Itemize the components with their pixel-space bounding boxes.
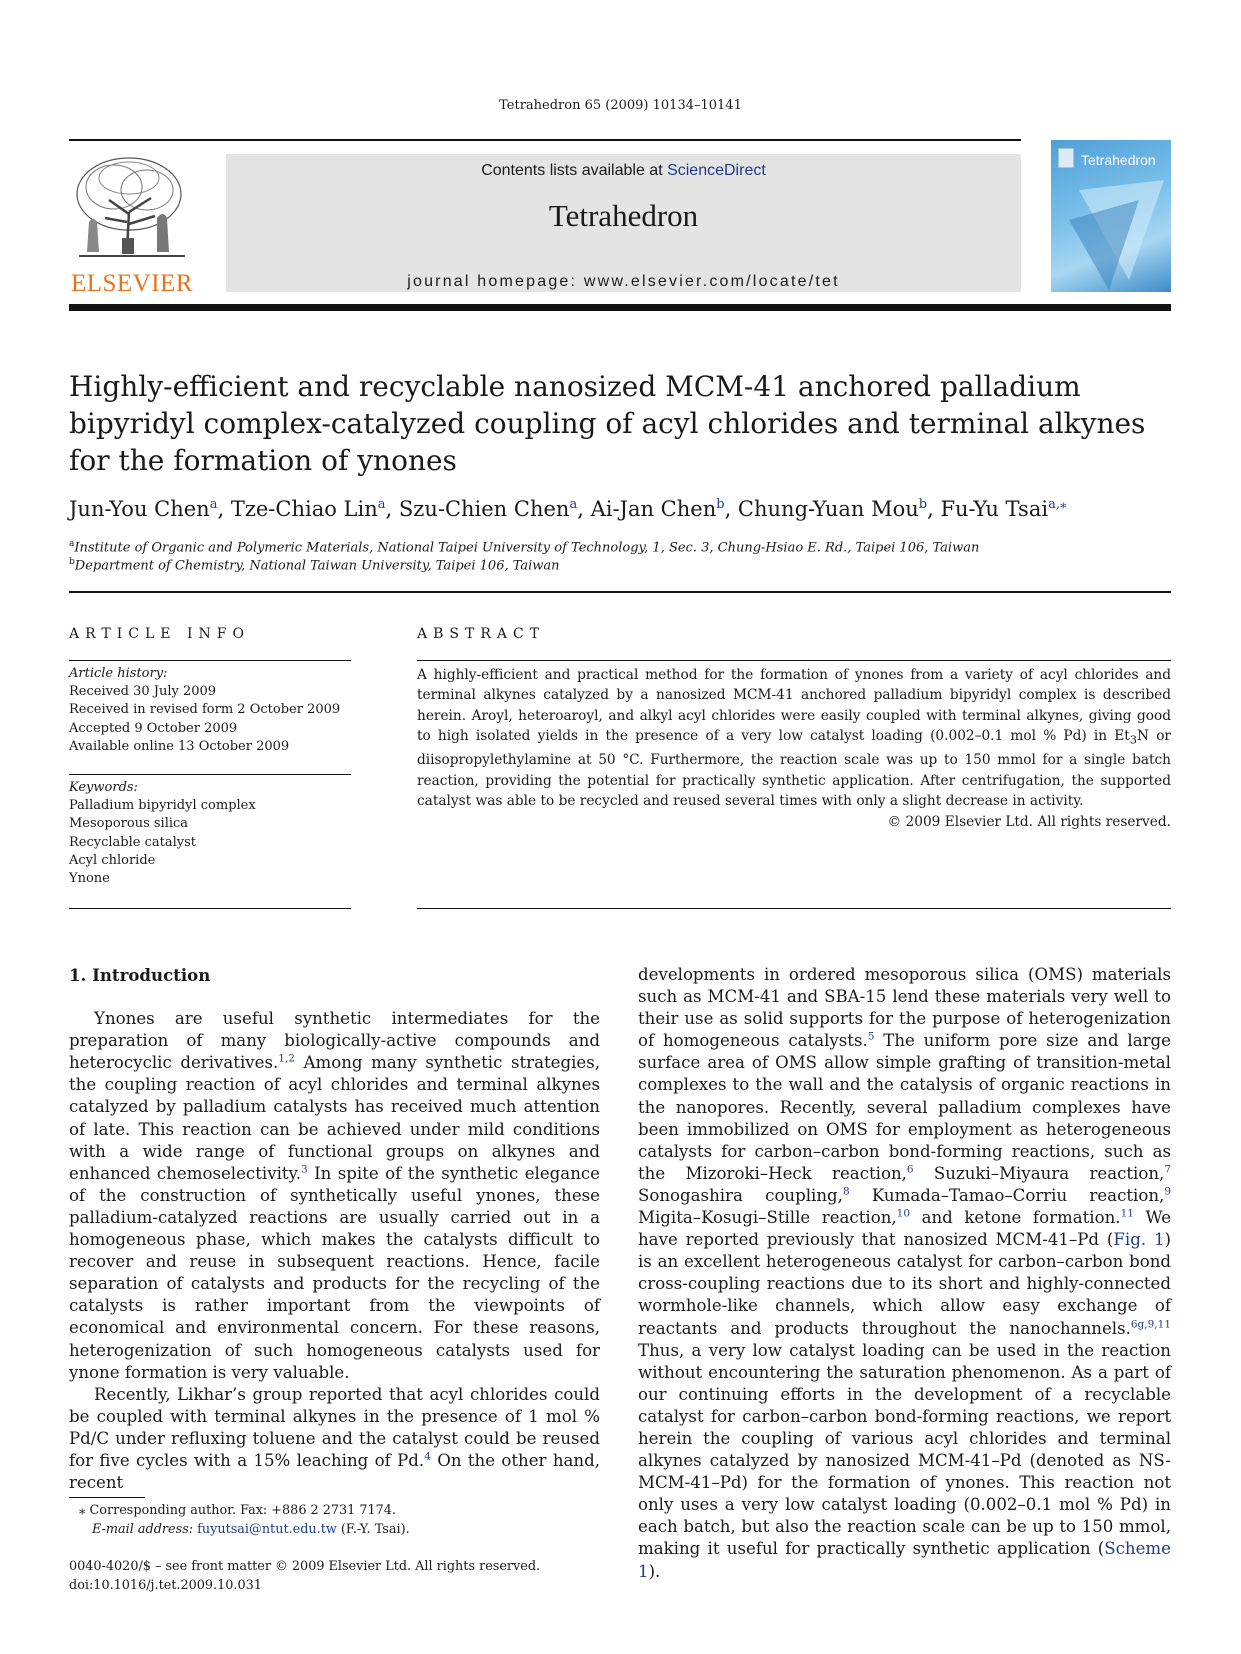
- author-name[interactable]: Tze-Chiao Lin: [230, 497, 378, 521]
- email-label: E-mail address:: [92, 1522, 198, 1537]
- citation-ref[interactable]: 11: [1120, 1207, 1134, 1220]
- contents-line: [226, 162, 1021, 180]
- author-name[interactable]: Jun-You Chen: [69, 497, 210, 521]
- citation-ref[interactable]: 5: [867, 1030, 875, 1043]
- article-info-heading: ARTICLE INFO: [69, 626, 250, 642]
- paragraph-text: ) is an excellent heterogeneous catalyst for carbon–carbon bond cross-coupling reactions due to its short and highly-connected wormhole-like channels, which allow easy exchange of reactants and products throughout the nanochannels.: [638, 1230, 1171, 1338]
- abstract-rule: [417, 908, 1171, 909]
- paragraph-text: In spite of the synthetic elegance of the construction of synthetically useful ynones, these palladium-catalyzed reactions are usually carried out in a homogeneous phase, which makes the catalysts difficult to recover and reuse in subsequent reactions. Hence, facile separation of catalysts and products for the recycling of the catalysts is rather important from the viewpoints of economical and environmental concern. For these reasons, heterogenization of such homogeneous catalysts used for ynone formation is very valuable.: [69, 1163, 601, 1382]
- section-heading: 1. Introduction: [69, 965, 211, 985]
- footnote: [79, 1501, 599, 1539]
- cover-logo-icon: [1058, 148, 1074, 168]
- author-name[interactable]: Chung-Yuan Mou: [737, 497, 919, 521]
- paragraph-text: We have reported previously that nanosized MCM-41–Pd (: [638, 1208, 1172, 1250]
- info-rule: [69, 660, 351, 661]
- citation-ref[interactable]: 10: [896, 1207, 911, 1220]
- email-suffix: (F.-Y. Tsai).: [336, 1522, 410, 1537]
- abstract-heading: ABSTRACT: [417, 626, 546, 642]
- email-link[interactable]: fuyutsai@ntut.edu.tw: [197, 1522, 337, 1537]
- sciencedirect-link[interactable]: ScienceDirect: [667, 162, 766, 179]
- citation-ref[interactable]: 4: [424, 1450, 431, 1463]
- body-column-left: [69, 964, 600, 1494]
- paragraph-text: Thus, a very low catalyst loading can be used in the reaction without encountering the saturation phenomenon. As a part of our continuing efforts in the development of a recyclable catalyst for carbon–carbon bond-forming reactions, we report herein the coupling of various acyl chlorides and terminal alkynes catalyzed by nanosized MCM-41–Pd (denoted as NS-MCM-41–Pd) for the formation of ynones. This reaction not only uses a very low catalyst loading (0.002–0.1 mol % Pd) in each batch, but also the reaction scale can be up to 150 mmol, making it useful for practically synthetic application (: [638, 1340, 1171, 1559]
- keyword: Mesoporous silica: [69, 816, 189, 832]
- author-name[interactable]: Szu-Chien Chen: [398, 497, 570, 521]
- tree-icon: [69, 152, 195, 264]
- keywords: [69, 779, 351, 888]
- citation-ref[interactable]: 9: [1164, 1185, 1171, 1198]
- keyword: Ynone: [69, 871, 110, 887]
- abstract-body: [417, 665, 1171, 832]
- journal-cover: [1051, 140, 1171, 292]
- paragraph: [69, 1008, 600, 1384]
- publisher-name: ELSEVIER: [70, 270, 194, 297]
- keyword: Recyclable catalyst: [69, 834, 197, 850]
- paragraph-text: developments in ordered mesoporous silica (OMS) materials such as MCM-41 and SBA-15 lend these materials very well to their use as solid supports for the purpose of heterogenization of homogeneous catalysts.: [638, 965, 1171, 1051]
- keywords-label: Keywords:: [69, 780, 138, 795]
- article-history: [69, 665, 351, 756]
- info-rule: [69, 908, 351, 909]
- history-item: Available online 13 October 2009: [69, 738, 290, 754]
- paragraph-text: The uniform pore size and large surface area of OMS allow simple grafting of transition-metal complexes to the wall and the catalysis of organic reactions in the nanopores. Recently, several palladium complexes have been immobilized on OMS for employment as heterogeneous catalysts for carbon–carbon bond-forming reactions, such as the Mizoroki–Heck reaction,: [638, 1031, 1171, 1183]
- paragraph-text: Suzuki–Miyaura reaction,: [913, 1163, 1165, 1183]
- section-rule: [69, 591, 1171, 593]
- author-affil-mark[interactable]: a: [209, 497, 218, 512]
- citation-ref[interactable]: 3: [301, 1163, 308, 1176]
- journal-name: Tetrahedron: [548, 198, 699, 233]
- keyword: Acyl chloride: [69, 852, 156, 868]
- body-column-right: [638, 964, 1171, 1583]
- paragraph-text: Among many synthetic strategies, the coupling reaction of acyl chlorides and terminal alkynes catalyzed by palladium catalysts has received much attention of late. This reaction can be achieved under mild conditions with a wide range of functional groups on alkynes and enhanced chemoselectivity.: [69, 1053, 600, 1183]
- author-affil-mark[interactable]: a,⁎: [1048, 497, 1067, 512]
- journal-citation: Tetrahedron 65 (2009) 10134–10141: [499, 98, 742, 113]
- author-name[interactable]: Ai-Jan Chen: [590, 497, 717, 521]
- cover-graphic-icon: [1069, 180, 1169, 290]
- author-affil-mark[interactable]: b: [716, 497, 725, 512]
- history-item: Received in revised form 2 October 2009: [69, 702, 341, 718]
- paragraph: [69, 1384, 600, 1494]
- paragraph-text: Ynones are useful synthetic intermediates for the preparation of many biologically-active compounds and heterocyclic derivatives.: [69, 1009, 600, 1073]
- author-name[interactable]: Fu-Yu Tsai: [940, 497, 1049, 521]
- footnote-star: ⁎: [79, 1503, 86, 1518]
- abstract-copyright: © 2009 Elsevier Ltd. All rights reserved.: [887, 813, 1171, 830]
- front-matter-line: 0040-4020/$ – see front matter © 2009 Elsevier Ltd. All rights reserved.: [69, 1559, 541, 1574]
- paragraph-text: Kumada–Tamao–Corriu reaction,: [849, 1185, 1165, 1205]
- affil-text: Institute of Organic and Polymeric Materials, National Taipei University of Technology, 1, Sec. 3, Chung-Hsiao E. Rd., Taipei 106, Taiwan: [74, 540, 980, 556]
- publisher-logo: [69, 152, 195, 297]
- figure-link[interactable]: Fig. 1: [1113, 1230, 1165, 1250]
- abstract-text: N or diisopropylethylamine at 50 °C. Furthermore, the reaction scale was up to 150 mmol for a single batch reaction, providing the potential for practically synthetic application. After centrifugation, the supported catalyst was able to be recycled and reused several times with only a slight decrease in activity.: [417, 728, 1171, 810]
- abstract-rule: [417, 660, 1171, 661]
- contents-prefix: Contents lists available at: [481, 162, 668, 179]
- author-affil-mark[interactable]: a: [569, 497, 578, 512]
- info-rule: [69, 774, 351, 775]
- citation-ref[interactable]: 6g,9,11: [1130, 1317, 1171, 1330]
- email-line: [79, 1520, 599, 1539]
- history-item: Accepted 9 October 2009: [69, 720, 238, 736]
- abstract-text: A highly-efficient and practical method for the formation of ynones from a variety of acyl chlorides and terminal alkynes catalyzed by a nanosized MCM-41 anchored palladium bipyridyl complex is described herein. Aroyl, heteroaroyl, and alkyl acyl chlorides were easily coupled with terminal alkynes, giving good to high isolated yields in the presence of a very low catalyst loading (0.002–0.1 mol % Pd) in Et: [417, 667, 1171, 745]
- header-rule: [69, 139, 1021, 141]
- scheme-link[interactable]: Scheme 1: [638, 1539, 1171, 1581]
- doi[interactable]: doi:10.1016/j.tet.2009.10.031: [69, 1578, 262, 1593]
- affil-mark: b: [69, 557, 75, 567]
- paragraph-text: Recently, Likhar’s group reported that acyl chlorides could be coupled with terminal alkynes in the presence of 1 mol % Pd/C under refluxing toluene and the catalyst could be reused for five cycles with a 15% leaching of Pd.: [69, 1384, 600, 1470]
- corresponding-author: [79, 1501, 599, 1520]
- keyword: Palladium bipyridyl complex: [69, 798, 256, 814]
- header-thick-rule: [69, 304, 1171, 311]
- paragraph-text: ).: [648, 1561, 661, 1581]
- front-matter: [69, 1557, 629, 1595]
- affil-text: Department of Chemistry, National Taiwan University, Taipei 106, Taiwan: [74, 558, 560, 574]
- affiliation-a: [69, 539, 1179, 555]
- citation-ref[interactable]: 1,2: [278, 1052, 295, 1065]
- cover-title: Tetrahedron: [1081, 152, 1156, 168]
- author-affil-mark[interactable]: a: [377, 497, 386, 512]
- article-title: Highly-efficient and recyclable nanosized MCM-41 anchored palladium bipyridyl complex-catalyzed coupling of acyl chlorides and terminal alkynes for the formation of ynones: [69, 370, 1146, 477]
- history-label: Article history:: [69, 666, 168, 681]
- author-affil-mark[interactable]: b: [918, 497, 928, 512]
- footnote-rule: [69, 1497, 145, 1498]
- affil-mark: a: [69, 539, 75, 549]
- paragraph-text: Migita–Kosugi–Stille reaction,: [638, 1208, 897, 1228]
- footnote-text: Corresponding author. Fax: +886 2 2731 7174.: [85, 1503, 397, 1518]
- affiliation-b: [69, 557, 1179, 573]
- history-item: Received 30 July 2009: [69, 684, 217, 700]
- paragraph-text: and ketone formation.: [910, 1208, 1121, 1228]
- paragraph-text: Sonogashira coupling,: [638, 1185, 843, 1205]
- journal-banner: [226, 154, 1021, 292]
- citation-ref[interactable]: 8: [842, 1185, 850, 1198]
- subscript: 3: [1129, 732, 1138, 747]
- paragraph: [638, 964, 1171, 1583]
- citation-ref[interactable]: 6: [906, 1163, 914, 1176]
- author-list: Jun-You Chen$^a$, Tze-Chiao Lin$^a$, Szu-Chien Chen$^a$, Ai-Jan Chen$^b$, Chung-Yuan Mou$^b$, Fu-Yu Tsai$^{a,⁎}$: [69, 497, 1067, 521]
- paragraph-text: On the other hand, recent: [69, 1450, 600, 1493]
- citation-ref[interactable]: 7: [1164, 1163, 1172, 1176]
- journal-homepage[interactable]: journal homepage: www.elsevier.com/locate/tet: [407, 273, 840, 290]
